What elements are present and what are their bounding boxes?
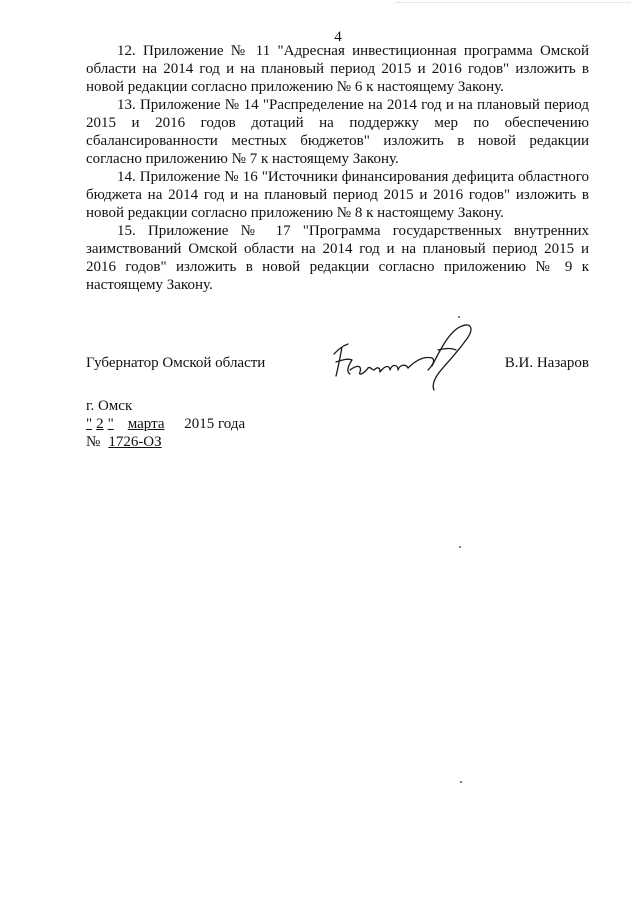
- date-day: 2: [96, 416, 104, 432]
- document-footer: [86, 397, 306, 451]
- scan-speck: [460, 781, 462, 783]
- governor-name: В.И. Назаров: [504, 355, 589, 371]
- law-number-line: [86, 433, 306, 451]
- law-number-prefix: №: [86, 434, 101, 450]
- paragraph-12: 12. Приложение № 11 "Адресная инвестиционная программа Омской области на 2014 год и на плановый период 2015 и 2016 годов" изложить в новой редакции согласно приложению № 6 к настоящему Закону.: [86, 43, 589, 95]
- paragraph-15: 15. Приложение № 17 "Программа государственных внутренних заимствований Омской области на 2014 год и на плановый период 2015 и 2016 годов" изложить в новой редакции согласно приложению № 9 к настоящему Закону.: [86, 223, 589, 293]
- paragraph-13: 13. Приложение № 14 "Распределение на 2014 год и на плановый период 2015 и 2016 годов дотаций на поддержку мер по обеспечению сбалансированности местных бюджетов" изложить в новой редакции согласно приложению № 7 к настоящему Закону.: [86, 97, 589, 167]
- date-year: 2015 года: [184, 416, 246, 432]
- top-edge-rule: [395, 2, 630, 4]
- law-number: 1726-ОЗ: [108, 434, 162, 450]
- handwritten-signature: [328, 320, 488, 400]
- date-line: [86, 415, 306, 433]
- scan-speck: [458, 316, 460, 318]
- date-month: марта: [127, 416, 165, 432]
- date-quote-close: ": [107, 416, 114, 432]
- page-number: 4: [334, 29, 342, 45]
- document-body: [86, 42, 589, 294]
- governor-title: Губернатор Омской области: [86, 355, 266, 371]
- date-quote-open: ": [86, 416, 93, 432]
- city-line: [86, 397, 306, 415]
- city-text: г. Омск: [86, 398, 133, 414]
- scan-speck: [459, 546, 461, 548]
- paragraph-14: 14. Приложение № 16 "Источники финансирования дефицита областного бюджета на 2014 год и на плановый период 2015 и 2016 годов" изложить в новой редакции согласно приложению № 8 к настоящему Закону.: [86, 169, 589, 221]
